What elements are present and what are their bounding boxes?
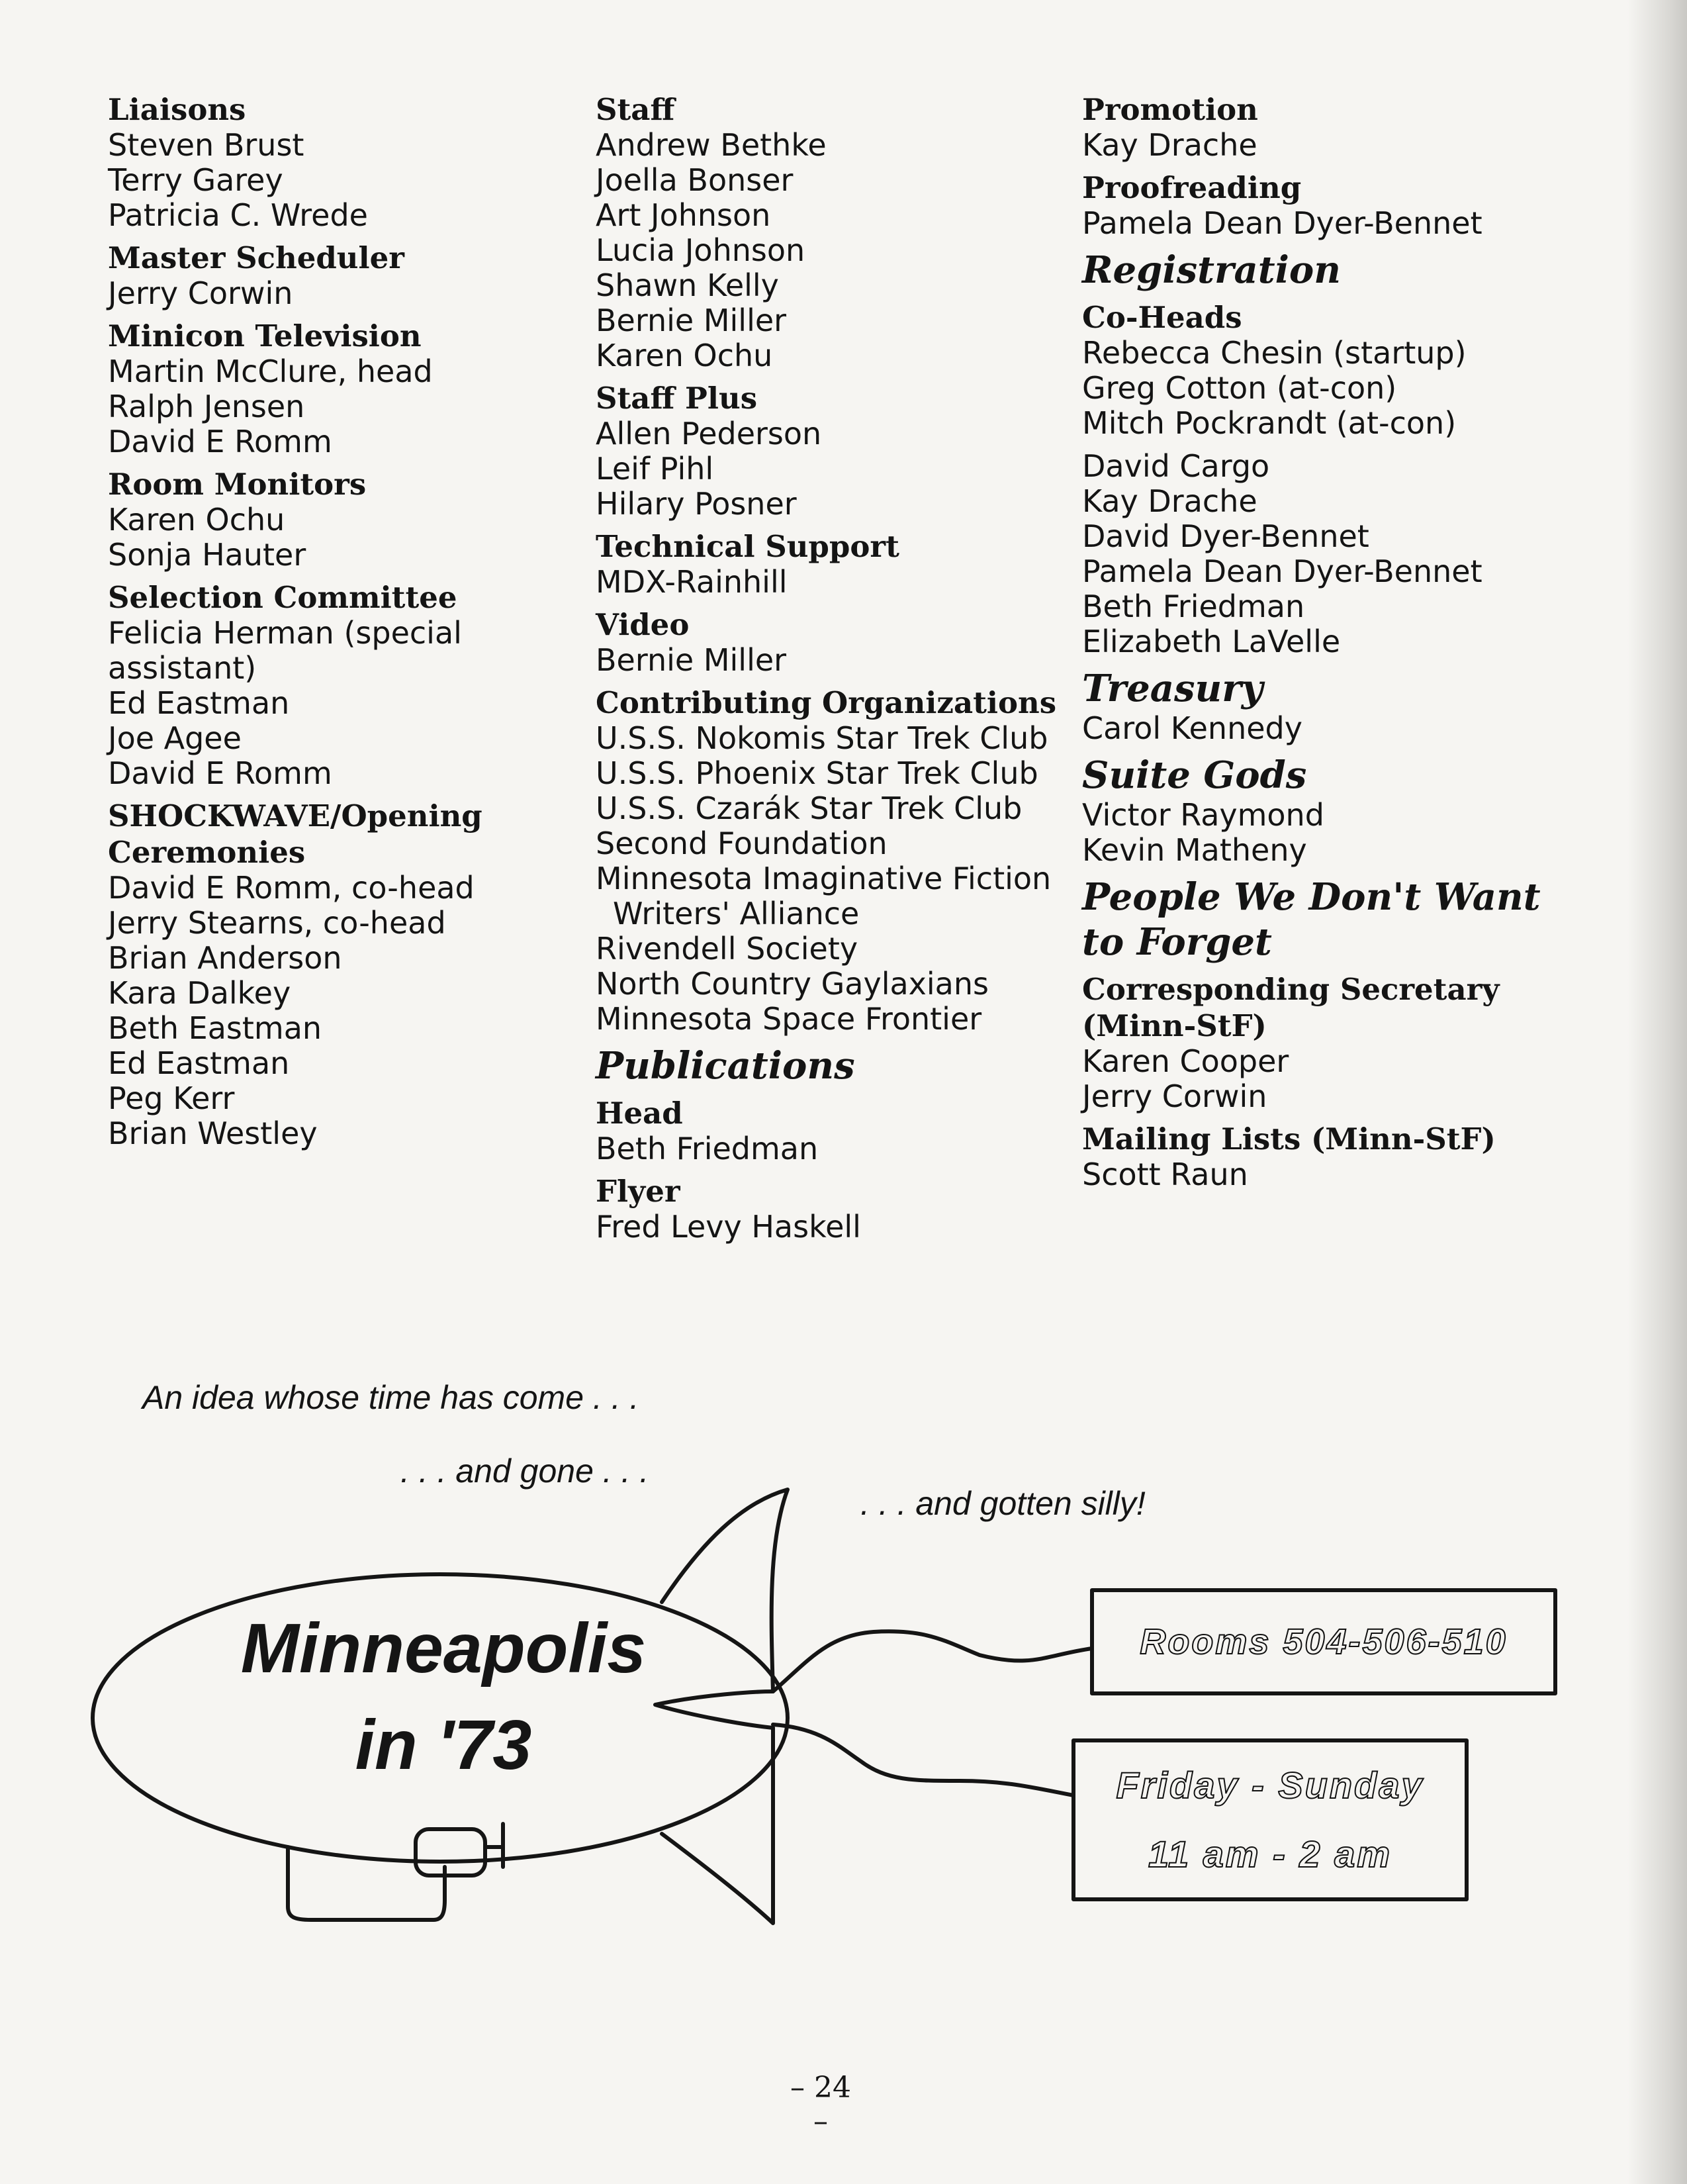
list-item: Elizabeth LaVelle [1082, 624, 1341, 659]
list-item: Felicia Herman (special [108, 615, 462, 651]
section-contributing-organizations [596, 685, 1072, 1037]
section-master-scheduler [108, 240, 479, 311]
rooms-box [1092, 1590, 1555, 1693]
section-liaisons [108, 91, 479, 233]
list-item: Kay Drache [1082, 483, 1257, 519]
section-selection-committee [108, 579, 479, 791]
list-item: Joe Agee [108, 720, 242, 756]
list-item: Scott Raun [1082, 1157, 1248, 1192]
list-item: Victor Raymond [1082, 797, 1324, 833]
section-heading: Proofreading [1082, 170, 1302, 205]
section-heading-continued: (Minn-StF) [1082, 1008, 1267, 1043]
list-item: Beth Friedman [1082, 589, 1305, 624]
list-item: Jerry Corwin [108, 275, 293, 311]
blimp-engine [416, 1829, 485, 1875]
ad-tagline-3: . . . and gotten silly! [860, 1485, 1146, 1522]
section-heading: Head [596, 1096, 683, 1131]
list-item: Karen Ochu [596, 338, 773, 373]
section-head [596, 1095, 1072, 1166]
section-co-heads [1082, 299, 1545, 441]
column-2 [596, 91, 1072, 1251]
list-item: Greg Cotton (at-con) [1082, 370, 1397, 406]
hours-text: 11 am - 2 am [1148, 1833, 1392, 1875]
section-heading: Registration [1082, 248, 1341, 292]
list-item: Hilary Posner [596, 486, 797, 522]
list-item: Kevin Matheny [1082, 832, 1307, 868]
ad-tagline-2: . . . and gone . . . [400, 1452, 649, 1490]
list-item: Minnesota Imaginative Fiction [596, 861, 1052, 896]
section-heading: Staff [596, 92, 675, 127]
list-item: Sonja Hauter [108, 537, 306, 573]
list-item: David E Romm [108, 755, 332, 791]
list-item: Art Johnson [596, 197, 771, 233]
section-publications [596, 1043, 1072, 1088]
section-mailing-lists [1082, 1121, 1545, 1192]
list-item: David Dyer-Bennet [1082, 518, 1369, 554]
rope-to-hours-box [773, 1725, 1073, 1795]
section-heading: Suite Gods [1082, 753, 1307, 797]
list-item: assistant) [108, 650, 257, 686]
list-item: Ed Eastman [108, 1045, 290, 1081]
list-item: Writers' Alliance [613, 896, 860, 931]
section-shockwave [108, 798, 482, 1151]
section-heading: Technical Support [596, 529, 899, 564]
list-item: MDX-Rainhill [596, 564, 788, 600]
list-item: Leif Pihl [596, 451, 714, 487]
section-technical-support [596, 528, 1072, 600]
list-item: Allen Pederson [596, 416, 822, 451]
list-item: Shawn Kelly [596, 267, 779, 303]
section-treasury [1082, 666, 1545, 746]
list-item: Bernie Miller [596, 642, 787, 678]
list-item: Carol Kennedy [1082, 710, 1302, 746]
rope-to-rooms-box [773, 1631, 1092, 1691]
section-heading: Master Scheduler [108, 240, 404, 275]
rooms-text: Rooms 504-506-510 [1140, 1622, 1508, 1662]
list-item: U.S.S. Nokomis Star Trek Club [596, 720, 1048, 756]
section-registration [1082, 248, 1545, 293]
list-item: David Cargo [1082, 448, 1270, 484]
section-video [596, 606, 1072, 678]
section-heading-continued: to Forget [1082, 920, 1272, 964]
section-heading: Video [596, 607, 690, 642]
section-heading: Contributing Organizations [596, 685, 1057, 720]
section-room-monitors [108, 466, 479, 573]
ad-tagline-1: An idea whose time has come . . . [142, 1379, 639, 1416]
section-heading: Staff Plus [596, 381, 758, 416]
list-item: Karen Ochu [108, 502, 285, 538]
list-item: Andrew Bethke [596, 127, 827, 163]
list-item: Pamela Dean Dyer-Bennet [1082, 553, 1482, 589]
section-corresponding-secretary [1082, 971, 1545, 1114]
section-heading: Publications [596, 1044, 855, 1088]
list-item: Kay Drache [1082, 127, 1257, 163]
list-item: Ralph Jensen [108, 389, 305, 424]
section-staff [596, 91, 1072, 373]
list-item: Fred Levy Haskell [596, 1209, 861, 1245]
section-minicon-television [108, 318, 479, 459]
section-heading-continued: Ceremonies [108, 835, 306, 870]
list-item: Pamela Dean Dyer-Bennet [1082, 205, 1482, 241]
section-heading: Corresponding Secretary [1082, 972, 1500, 1007]
list-item: Peg Kerr [108, 1080, 235, 1116]
list-item: Beth Eastman [108, 1010, 322, 1046]
section-heading: SHOCKWAVE/Opening [108, 798, 482, 833]
list-item: David E Romm [108, 424, 332, 459]
section-heading: Liaisons [108, 92, 246, 127]
list-item: Karen Cooper [1082, 1043, 1289, 1079]
list-item: Lucia Johnson [596, 232, 805, 268]
list-item: Terry Garey [108, 162, 283, 198]
section-heading: Minicon Television [108, 318, 422, 354]
section-flyer [596, 1173, 1072, 1245]
list-item: North Country Gaylaxians [596, 966, 989, 1002]
section-suite-gods [1082, 753, 1545, 868]
section-registration-staff [1082, 449, 1545, 659]
section-heading: Flyer [596, 1174, 680, 1209]
section-proofreading [1082, 169, 1545, 241]
list-item: Patricia C. Wrede [108, 197, 368, 233]
section-heading: People We Don't Want [1082, 875, 1541, 919]
list-item: Joella Bonser [596, 162, 794, 198]
section-heading: Co-Heads [1082, 300, 1242, 335]
list-item: Rebecca Chesin (startup) [1082, 335, 1467, 371]
list-item: Beth Friedman [596, 1131, 819, 1166]
page-number: – 24 – [790, 2071, 851, 2138]
list-item: Bernie Miller [596, 303, 787, 338]
list-item: Jerry Corwin [1082, 1078, 1267, 1114]
section-promotion [1082, 91, 1545, 163]
section-people-we-dont-want-to-forget [1082, 875, 1545, 965]
section-heading: Treasury [1082, 667, 1263, 710]
list-item: Minnesota Space Frontier [596, 1001, 982, 1037]
list-item: Steven Brust [108, 127, 304, 163]
column-1 [108, 91, 482, 1158]
list-item: Second Foundation [596, 826, 888, 861]
list-item: Jerry Stearns, co-head [108, 905, 446, 941]
blimp-title-line-2: in '73 [355, 1706, 532, 1784]
list-item: Rivendell Society [596, 931, 858, 967]
list-item: Mitch Pockrandt (at-con) [1082, 405, 1457, 441]
list-item: Brian Westley [108, 1116, 318, 1151]
blimp-title-line-1: Minneapolis [240, 1609, 647, 1687]
section-heading: Mailing Lists (Minn-StF) [1082, 1121, 1496, 1157]
days-text: Friday - Sunday [1116, 1764, 1424, 1806]
list-item: Brian Anderson [108, 940, 342, 976]
list-item: Martin McClure, head [108, 354, 433, 389]
section-staff-plus [596, 380, 1072, 522]
list-item: U.S.S. Phoenix Star Trek Club [596, 755, 1038, 791]
list-item: U.S.S. Czarák Star Trek Club [596, 790, 1023, 826]
list-item: Ed Eastman [108, 685, 290, 721]
section-heading: Promotion [1082, 92, 1258, 127]
list-item: Kara Dalkey [108, 975, 291, 1011]
list-item: David E Romm, co-head [108, 870, 475, 906]
section-heading: Room Monitors [108, 467, 367, 502]
hours-box [1073, 1740, 1467, 1899]
section-heading: Selection Committee [108, 580, 457, 615]
column-3 [1082, 91, 1545, 1199]
